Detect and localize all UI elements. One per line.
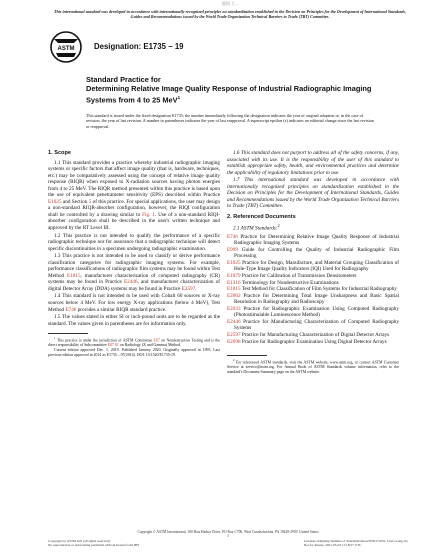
reference-item: E1025 Practice for Design, Manufacture, and Material Grouping Classification of Hole-Type Image Quality Indicators (IQI) Used for Radiography	[227, 259, 399, 273]
paragraph-1-5: 1.5 The values stated in either SI or inch-pound units are to be regarded as the standard. The values given in parentheses are for information only.	[48, 314, 220, 327]
reference-item: E746 Practice for Determining Relative Image Quality Response of Industrial Radiographic Imaging Systems	[227, 233, 399, 247]
watermark: 版权 工...	[222, 1, 238, 6]
reference-item: E2033 Practice for Radiographic Examination Using Computed Radiography (Photostimulable Luminescence Method)	[227, 305, 399, 319]
reference-code-link[interactable]: E1316	[227, 279, 241, 286]
paragraph-1-3: 1.3 This practice is not intended to be used to classify or derive performance classification categories for radiographic imaging systems. For example, performance classifications of radiographic film systems may be found within Test Method E1815, manufacturer characterization of computed radiography (CR) systems may be found in Practice E2446, and manufacturer characterization of digital Detector Array (DDA) systems may be found in Practice E2597.	[48, 253, 220, 292]
paragraph-1-4: 1.4 This standard is not intended to be used with Cobalt 60 sources or X-ray sources below 4 MeV. For low energy X-ray applications (below 4 MeV), Test Method E746 provides a similar RIQR standard practice.	[48, 293, 220, 313]
link-e07[interactable]: E07	[153, 338, 160, 343]
footnote-1: $^1$ This practice is under the jurisdiction of ASTM Committee E07 on Nondestructive Testing and is the direct responsibility of Subcommittee E07.01 on Radiology (X and Gamma) Method.	[48, 336, 220, 348]
reference-code-link[interactable]: E746	[227, 233, 238, 240]
paragraph-1-7: 1.7 This international standard was developed in accordance with internationally recognized principles on standardization established in the Decision on Principles for the Development of International Standards, Guides and Recommendations issued by the World Trade Organization Technical Barriers to Trade (TBT) Committee.	[227, 177, 399, 210]
reference-code-link[interactable]: E1079	[227, 273, 241, 280]
paragraph-1-1: 1.1 This standard provides a practice whereby industrial radiographic imaging systems or specific factors that affect image quality (that is, hardware, techniques, etc.) may be comparatively assessed using the concept of relative image quality response (RIQR) when exposed to X-radiation sources having photon energies from 4 to 25 MeV. The RIQR method presented within this practice is based upon the use of equivalent penetrameter sensitivity (EPS) described within Practice E1025 and Section 5 of this practice. For special applications, the user may design a non-standard RIQR-absorber configuration, however, the RIQI configuration shall be controlled by a drawing similar to Fig. 1. Use of a non-standard RIQI-absorber configuration shall be described in the user's written technique and approved by the RT Level III.	[48, 159, 220, 232]
reference-item: E1316 Terminology for Nondestructive Examinations	[227, 279, 339, 286]
link-e1815[interactable]: E1815	[67, 272, 81, 279]
license-row: Copyright by ASTM Int'l (all rights reserved); No reproduction or networking permitted without license from IHS Licensee=Zhejiang Institute of Standardization/5059171001, User=wang, liy Not for Resale, 2021-03-03 11:18:57 UTC	[48, 538, 408, 547]
footnote-2: $^2$ For referenced ASTM standards, visit the ASTM website, www.astm.org, or contact ASTM Customer Service at service@astm.org. For Annual Book of ASTM Standards volume information, refer to the standard's Document Summary page on the ASTM website.	[227, 358, 399, 375]
reference-item: E2002 Practice for Determining Total Image Unsharpness and Basic Spatial Resolution in Radiography and Radioscopy	[227, 292, 399, 306]
link-e2597[interactable]: E2597	[181, 285, 196, 292]
reference-item: E2446 Practice for Manufacturing Characterization of Computed Radiography Systems	[227, 318, 399, 332]
svg-text:ASTM: ASTM	[57, 46, 75, 52]
astm-standards-heading: 2.1 ASTM Standards:$^2$	[233, 223, 280, 233]
page-number: 1	[227, 534, 229, 539]
paragraph-1-6: 1.6 This standard does not purport to address all of the safety concerns, if any, associated with its use. It is the responsibility of the user of this standard to establish appropriate safety, health, and environmental practices and determine the applicability of regulatory limitations prior to use.	[227, 150, 399, 176]
paragraph-1-2: 1.2 This practice is not intended to qualify the performance of a specific radiographic technique nor for assurance that a radiographic technique will detect specific discontinuities in a specimen undergoing radiographic examination.	[48, 232, 220, 252]
reference-code-link[interactable]: E2446	[227, 318, 241, 325]
link-e1025[interactable]: E1025	[48, 198, 62, 205]
link-section-5[interactable]: 5	[88, 198, 92, 205]
link-e07-01[interactable]: E07.01	[107, 343, 119, 348]
scope-heading: 1. Scope	[48, 150, 72, 156]
reference-item: E1815 Test Method for Classification of Film Systems for Industrial Radiography	[227, 286, 397, 293]
designation: Designation: E1735 − 19	[94, 42, 184, 51]
reference-code-link[interactable]: E1025	[227, 259, 241, 266]
title-line-2: Determining Relative Image Quality Response of Industrial Radiographic Imaging Systems from 4 to 25 MeV$^1$	[86, 84, 372, 105]
title-line-1: Standard Practice for	[86, 75, 161, 84]
reference-item: E999 Guide for Controlling the Quality of Industrial Radiographic Film Processing	[227, 246, 399, 260]
link-fig-1[interactable]: Fig. 1	[142, 211, 155, 218]
astm-logo-icon	[48, 29, 88, 65]
referenced-documents-heading: 2. Referenced Documents	[227, 213, 296, 220]
reference-list	[227, 234, 399, 345]
page-footer	[48, 530, 408, 547]
title-footnote-mark: 1	[177, 95, 181, 100]
reference-item: E2698 Practice for Radiographic Examination Using Digital Detector Arrays	[227, 338, 387, 345]
reference-item: E1079 Practice for Calibration of Transmission Densitometers	[227, 273, 357, 280]
right-column	[227, 150, 399, 375]
reference-code-link[interactable]: E999	[227, 246, 238, 253]
footnote-1-edition: Current edition approved Dec. 1, 2019. Published January 2020. Originally approved in 1995. Last previous edition approved in 2014 as E1735 – 07(2014). DOI: 10.1520/E1735-19.	[48, 348, 220, 358]
document-title	[86, 75, 386, 104]
link-e2446[interactable]: E2446	[123, 279, 138, 286]
reference-item: E2597 Practice for Manufacturing Characterization of Digital Detector Arrays	[227, 331, 390, 338]
reference-code-link[interactable]: E2033	[227, 305, 241, 312]
reference-code-link[interactable]: E2597	[227, 331, 241, 338]
reference-code-link[interactable]: E1815	[227, 286, 241, 293]
tbt-note: This international standard was developed in accordance with internationally recognized principles on standardization established in the Decision on Principles for the Development of International Standards, Guides and Recommendations issued by the World Trade Organization Technical Barriers to Trade (TBT) Committee.	[54, 9, 406, 20]
standard-issue-note: This standard is issued under the fixed designation E1735; the number immediately following the designation indicates the year of original adoption or, in the case of revision, the year of last revision. A number in parentheses indicates the year of last reapproval. A superscript epsilon (ε) indicates an editorial change since the last revision or reapproval.	[86, 113, 374, 129]
link-e746[interactable]: E746	[65, 306, 77, 313]
reference-code-link[interactable]: E2698	[227, 338, 241, 345]
copyright-line: Copyright © ASTM International, 100 Barr Harbor Drive, PO Box C700, West Conshohocken, PA 19428-2959. United States	[137, 530, 319, 534]
reference-code-link[interactable]: E2002	[227, 292, 241, 299]
left-column	[48, 150, 220, 358]
footnote-divider	[48, 333, 88, 334]
footnote-divider-right	[227, 355, 267, 356]
